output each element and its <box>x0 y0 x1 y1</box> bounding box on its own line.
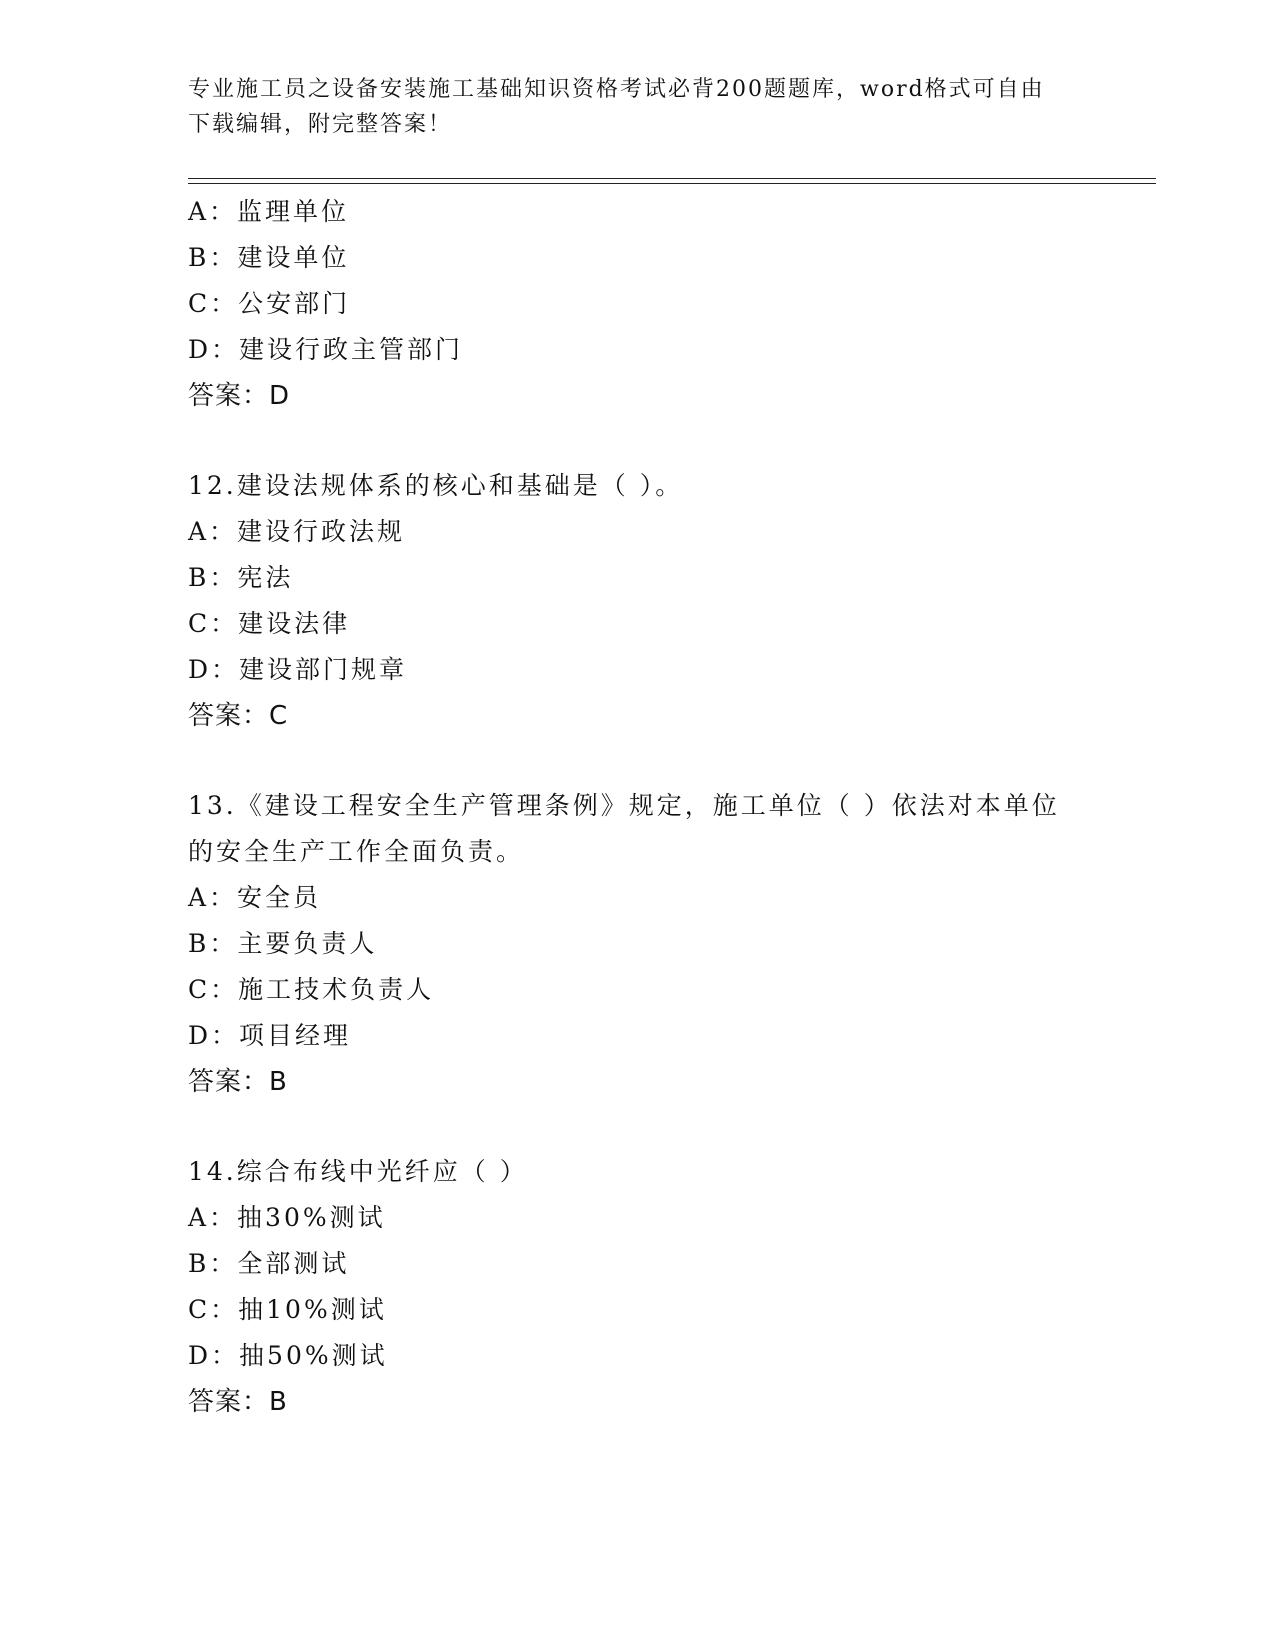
option-b: B：建设单位 <box>188 243 350 272</box>
header-divider-top <box>188 178 1156 179</box>
option-a: A：安全员 <box>188 883 322 912</box>
option-c: C：抽10%测试 <box>188 1295 387 1324</box>
page-header <box>188 72 1068 142</box>
answer-line: 答案：B <box>188 1067 288 1097</box>
option-b: B：全部测试 <box>188 1249 350 1278</box>
answer-line: 答案：D <box>188 381 291 411</box>
option-a: A：抽30%测试 <box>188 1203 386 1232</box>
question-11-continued <box>188 189 1068 419</box>
document-title: 专业施工员之设备安装施工基础知识资格考试必背200题题库，word格式可自由下载编辑，附完整答案！ <box>188 77 1045 137</box>
option-a: A：监理单位 <box>188 197 350 226</box>
question-stem: 12.建设法规体系的核心和基础是（ ）。 <box>188 471 684 500</box>
option-c: C：建设法律 <box>188 609 351 638</box>
option-a: A：建设行政法规 <box>188 517 406 546</box>
option-c: C：施工技术负责人 <box>188 975 435 1004</box>
question-stem: 14.综合布线中光纤应（ ） <box>188 1157 528 1186</box>
option-d: D：抽50%测试 <box>188 1341 388 1370</box>
question-stem: 13.《建设工程安全生产管理条例》规定，施工单位（ ）依法对本单位的安全生产工作全面负责。 <box>188 791 1060 866</box>
question-13 <box>188 783 1068 1105</box>
answer-line: 答案：C <box>188 701 289 731</box>
answer-line: 答案：B <box>188 1387 288 1417</box>
option-d: D：建设部门规章 <box>188 655 408 684</box>
question-14 <box>188 1149 1068 1425</box>
option-b: B：宪法 <box>188 563 294 592</box>
option-d: D：建设行政主管部门 <box>188 335 464 364</box>
option-b: B：主要负责人 <box>188 929 378 958</box>
option-c: C：公安部门 <box>188 289 351 318</box>
header-divider-bottom <box>188 183 1156 184</box>
question-list <box>188 189 1068 1425</box>
question-12 <box>188 463 1068 739</box>
option-d: D：项目经理 <box>188 1021 352 1050</box>
